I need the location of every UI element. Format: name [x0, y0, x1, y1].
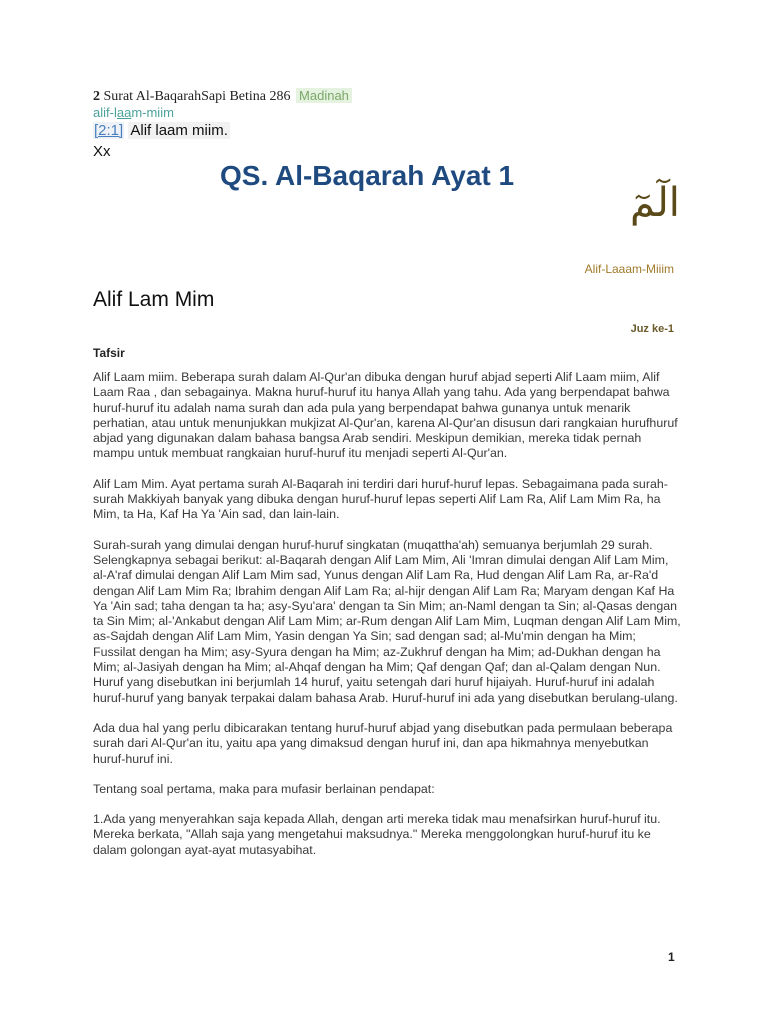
page-title: QS. Al-Baqarah Ayat 1	[220, 160, 515, 191]
transliteration-part-1: alif-l	[93, 105, 117, 120]
arabic-verse: الٓمٓ	[630, 180, 680, 226]
tafsir-body	[93, 370, 681, 873]
tafsir-heading: Tafsir	[93, 346, 125, 360]
transliteration-link[interactable]	[93, 105, 174, 120]
arabic-transliteration: Alif-Laaam-Miiim	[584, 262, 674, 276]
juz-label: Juz ke-1	[630, 323, 674, 335]
verse-reference-link[interactable]: [2:1]	[94, 122, 124, 139]
tafsir-paragraph: Ada dua hal yang perlu dibicarakan tentang huruf-huruf abjad yang disebutkan pada permulaan beberapa surah dari Al-Qur'an itu, yaitu apa yang dimaksud dengan huruf ini, dan apa hikmahnya menyebutkan huruf-huruf ini.	[93, 720, 673, 766]
page-number: 1	[668, 950, 675, 964]
verse-text: Alif laam miim.	[130, 122, 228, 139]
transliteration-underlined: aa	[116, 105, 132, 120]
tafsir-paragraph: Surah-surah yang dimulai dengan huruf-huruf singkatan (muqattha'ah) semuanya berjumlah 29 surah. Selengkapnya sebagai berikut: al-Baqarah dengan Alif Lam Mim, Ali 'Imran dimulai dengan Alif Lam Mim, al-A'raf dimulai dengan Alif Lam Mim sad, Yunus dengan Alif Lam Ra, Hud dengan Alif Lam Ra, ar-Ra'd dengan Alif Lam Mim Ra; Ibrahim dengan Alif Lam Ra; al-hijr dengan Alif Lam Ra; Maryam dengan Kaf Ha Ya 'Ain sad; taha dengan ta ha; asy-Syu'ara' dengan ta Sin Mim; an-Naml dengan ta Sin; al-Qasas dengan ta Sin Mim; al-'Ankabut dengan Alif Lam Mim; ar-Rum dengan Alif Lam Mim, Luqman dengan Alif Lam Mim, as-Sajdah dengan Alif Lam Mim, Yasin dengan Ya Sin; sad dengan sad; al-Mu'min dengan ha Mim; Fussilat dengan ha Mim; asy-Syura dengan ha Mim; az-Zukhruf dengan ha Mim; ad-Dukhan dengan ha Mim; al-Jasiyah dengan ha Mim; al-Ahqaf dengan ha Mim; Qaf dengan Qaf; dan al-Qalam dengan Nun. Huruf yang disebutkan ini berjumlah 14 huruf, yaitu setengah dari huruf hijaiyah. Huruf-huruf ini adalah huruf-huruf yang banyak terpakai dalam bahasa Arab. Huruf-huruf ini ada yang disebutkan berulang-ulang.	[93, 537, 681, 705]
verse-line	[93, 122, 230, 139]
surah-number: 2	[93, 89, 100, 104]
tafsir-paragraph: 1.Ada yang menyerahkan saja kepada Allah, dengan arti mereka tidak mau menafsirkan huruf-huruf itu. Mereka berkata, "Allah saja yang mengetahui maksudnya." Mereka menggolongkan huruf-huruf itu ke dalam golongan ayat-ayat mutasyabihat.	[93, 812, 661, 857]
madinah-badge[interactable]: Madinah	[296, 88, 352, 103]
tafsir-paragraph: Tentang soal pertama, maka para mufasir berlainan pendapat:	[93, 781, 435, 796]
surah-info-line	[93, 88, 352, 105]
tafsir-paragraph: Alif Laam miim. Beberapa surah dalam Al-Qur'an dibuka dengan huruf abjad seperti Alif Laam miim, Alif Laam Raa , dan sebagainya. Makna huruf-huruf itu hanya Allah yang tahu. Ada yang berpendapat bahwa huruf-huruf itu adalah nama surah dan ada pula yang berpendapat bahwa gunanya untuk menarik perhatian, atau untuk menunjukkan mukjizat Al-Qur'an, karena Al-Qur'an disusun dari rangkaian hurufhuruf abjad yang digunakan dalam bahasa bangsa Arab sendiri. Meskipun demikian, mereka tidak pernah mampu untuk membuat rangkaian huruf-huruf itu menjadi seperti Al-Qur'an.	[93, 370, 678, 461]
transliteration-part-2: m-miim	[131, 105, 174, 120]
section-heading: Alif Lam Mim	[93, 288, 215, 311]
surah-info: Surat Al-BaqarahSapi Betina 286	[103, 89, 291, 104]
note-text: Xx	[93, 143, 111, 160]
tafsir-paragraph: Alif Lam Mim. Ayat pertama surah Al-Baqarah ini terdiri dari huruf-huruf lepas. Sebagaimana pada surah-surah Makkiyah banyak yang dibuka dengan huruf-huruf lepas seperti Alif Lam Ra, Alif Lam Mim Ra, ha Mim, ta Ha, Kaf Ha Ya 'Ain sad, dan lain-lain.	[93, 476, 668, 522]
